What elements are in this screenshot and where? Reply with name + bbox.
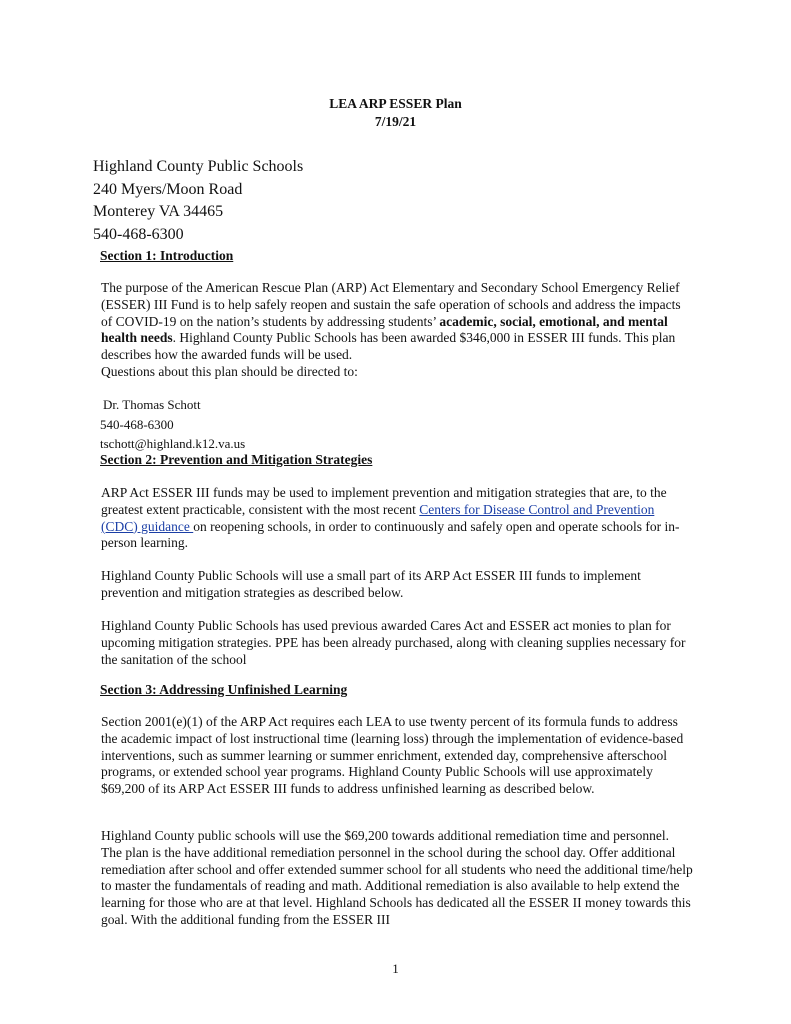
phone-number: 540-468-6300 <box>93 225 184 243</box>
title-text: LEA ARP ESSER Plan <box>329 96 462 111</box>
city-state-zip: Monterey VA 34465 <box>93 203 224 220</box>
section1-text-b: . Highland County Public Schools has been awarded $346,000 in ESSER III funds. This plan describes how the awarded funds will be used. <box>101 330 676 363</box>
cdc-guidance-link[interactable]: Centers for Disease Control and Prevention (CDC) guidance <box>101 501 655 534</box>
section2-paragraph-3: Highland County Public Schools has used previous awarded Cares Act and ESSER act monies to plan for upcoming mitigation strategies. PPE has been already purchased, along with cleaning supplies necessary for the sanitation of the school <box>101 618 686 667</box>
address-block <box>93 156 303 246</box>
section2-p1-text-b: on reopening schools, in order to continuously and safely open and operate schools for in-person learning. <box>101 518 680 551</box>
section2-paragraph-2: Highland County Public Schools will use a small part of its ARP Act ESSER III funds to implement prevention and mitigation strategies as described below. <box>101 568 641 600</box>
contact-name: Dr. Thomas Schott <box>103 397 201 412</box>
section2-heading: Section 2: Prevention and Mitigation Strategies <box>100 452 373 467</box>
school-name: Highland County Public Schools <box>93 158 304 175</box>
section2-p1-text-a: ARP Act ESSER III funds may be used to implement prevention and mitigation strategies that are, to the greatest extent practicable, consistent with the most recent <box>101 485 667 517</box>
page-number: 1 <box>392 961 399 976</box>
street-address: 240 Myers/Moon Road <box>93 180 243 198</box>
contact-email: tschott@highland.k12.va.us <box>100 436 246 451</box>
section1-text-a: The purpose of the American Rescue Plan (ARP) Act Elementary and Secondary School Emergency Relief (ESSER) III Fund is to help safely reopen and sustain the safe operation of schools and address the impacts of COVID-19 on the nation’s students by addressing students’ <box>101 280 681 329</box>
section1-questions: Questions about this plan should be directed to: <box>101 363 358 379</box>
section1-paragraph <box>101 280 693 381</box>
contact-phone: 540-468-6300 <box>100 416 174 432</box>
section1-heading: Section 1: Introduction <box>100 248 234 263</box>
title-date: 7/19/21 <box>374 114 417 129</box>
document-title <box>0 95 791 131</box>
contact-block <box>100 395 245 454</box>
section3-heading: Section 3: Addressing Unfinished Learning <box>100 682 348 697</box>
section3-paragraph-2: Highland County public schools will use the $69,200 towards additional remediation time and personnel. The plan is the have additional remediation personnel in the school during the school day. Offer additional remediation after school and offer extended summer school for all students who need the additional time/help to master the fundamentals of reading and math. Additional remediation is also available to help extend the learning for those who are at that level. Highland Schools has dedicated all the ESSER II money towards this goal. With the additional funding from the ESSER III <box>101 828 693 927</box>
section1-text-bold: academic, social, emotional, and mental health needs <box>101 313 668 346</box>
section3-paragraph-1: Section 2001(e)(1) of the ARP Act requires each LEA to use twenty percent of its formula funds to address the academic impact of lost instructional time (learning loss) through the implementation of evidence-based interventions, such as summer learning or summer enrichment, extended day, comprehensive afterschool programs, or extended school year programs. Highland County Public Schools will use approximately $69,200 of its ARP Act ESSER III funds to address unfinished learning as described below. <box>101 714 684 797</box>
section2-paragraph-1 <box>101 485 693 552</box>
